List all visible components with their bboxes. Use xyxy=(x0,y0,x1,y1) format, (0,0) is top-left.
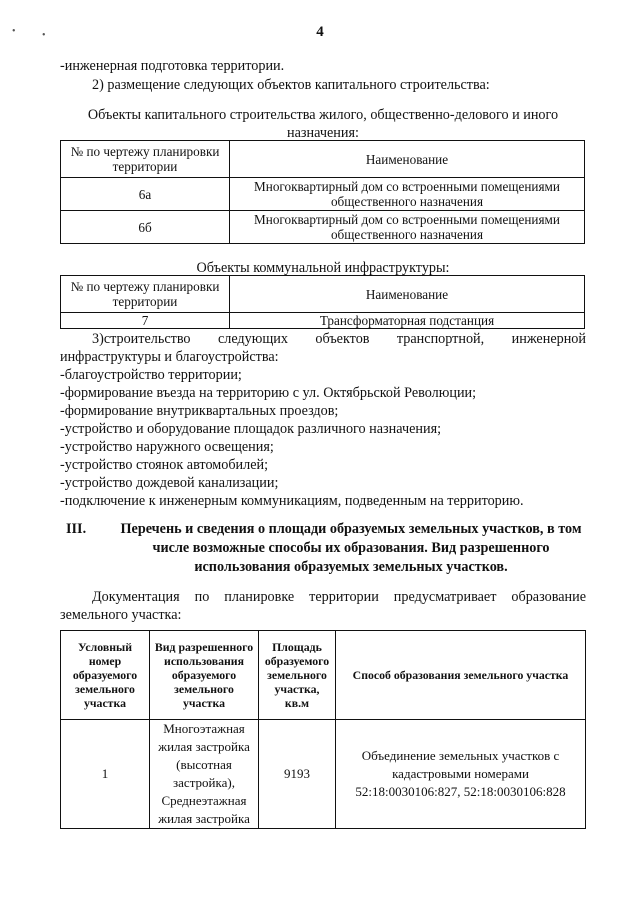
list-item: -формирование въезда на территорию с ул. Октябрьской Революции; xyxy=(60,385,477,401)
list-item: -формирование внутриквартальных проездов; xyxy=(60,403,339,419)
table1-caption: Объекты капитального строительства жилого, общественно-делового и иного назначения: xyxy=(87,107,559,141)
table1-cell: 6б xyxy=(61,211,230,244)
table-row xyxy=(61,178,585,211)
table2-header: Наименование xyxy=(230,276,585,313)
table-row xyxy=(61,313,585,329)
text-line: Документация по планировке территории предусматривает образование xyxy=(92,589,586,605)
list-item: -благоустройство территории; xyxy=(60,367,242,383)
table1-header: № по чертежу планировки территории xyxy=(61,141,230,178)
table-row xyxy=(61,211,585,244)
section-number: III. xyxy=(66,521,87,537)
table3-cell: Объединение земельных участков с кадастровыми номерами 52:18:0030106:827, 52:18:0030106:828 xyxy=(336,720,586,829)
table1 xyxy=(60,140,585,244)
list-item: -устройство наружного освещения; xyxy=(60,439,274,455)
text-line: -инженерная подготовка территории. xyxy=(60,58,285,74)
table3-header: Способ образования земельного участка xyxy=(336,631,586,720)
table2-caption: Объекты коммунальной инфраструктуры: xyxy=(196,260,450,276)
table3-cell: 1 xyxy=(61,720,150,829)
table3-cell: Многоэтажная жилая застройка (высотная застройка), Среднеэтажная жилая застройка xyxy=(150,720,259,829)
text-line: 2) размещение следующих объектов капитального строительства: xyxy=(92,77,490,93)
table1-cell: Многоквартирный дом со встроенными помещениями общественного назначения xyxy=(230,211,585,244)
list-item: -устройство стоянок автомобилей; xyxy=(60,457,269,473)
table3-header: Площадь образуемого земельного участка, кв.м xyxy=(259,631,336,720)
table3-header: Условный номер образуемого земельного участка xyxy=(61,631,150,720)
table2 xyxy=(60,275,585,329)
table3 xyxy=(60,630,586,829)
text-line: инфраструктуры и благоустройства: xyxy=(60,349,279,365)
page-number: 4 xyxy=(316,24,324,40)
table1-header: Наименование xyxy=(230,141,585,178)
text-line: 3)строительство следующих объектов транспортной, инженерной xyxy=(92,331,586,347)
table2-cell: Трансформаторная подстанция xyxy=(230,313,585,329)
table1-cell: 6а xyxy=(61,178,230,211)
list-item: -устройство дождевой канализации; xyxy=(60,475,279,491)
scan-speck: • xyxy=(12,26,16,37)
section-title: Перечень и сведения о площади образуемых земельных участков, в том числе возможные способы их образования. Вид разрешенного использования образуемых земельных участков. xyxy=(120,521,582,575)
scan-speck: • xyxy=(42,30,46,41)
table3-cell: 9193 xyxy=(259,720,336,829)
list-item: -устройство и оборудование площадок различного назначения; xyxy=(60,421,442,437)
table2-header: № по чертежу планировки территории xyxy=(61,276,230,313)
text-line: земельного участка: xyxy=(60,607,182,623)
table3-header: Вид разрешенного использования образуемого земельного участка xyxy=(150,631,259,720)
table2-cell: 7 xyxy=(61,313,230,329)
table-row xyxy=(61,720,586,829)
list-item: -подключение к инженерным коммуникациям, подведенным на территорию. xyxy=(60,493,524,509)
table1-cell: Многоквартирный дом со встроенными помещениями общественного назначения xyxy=(230,178,585,211)
